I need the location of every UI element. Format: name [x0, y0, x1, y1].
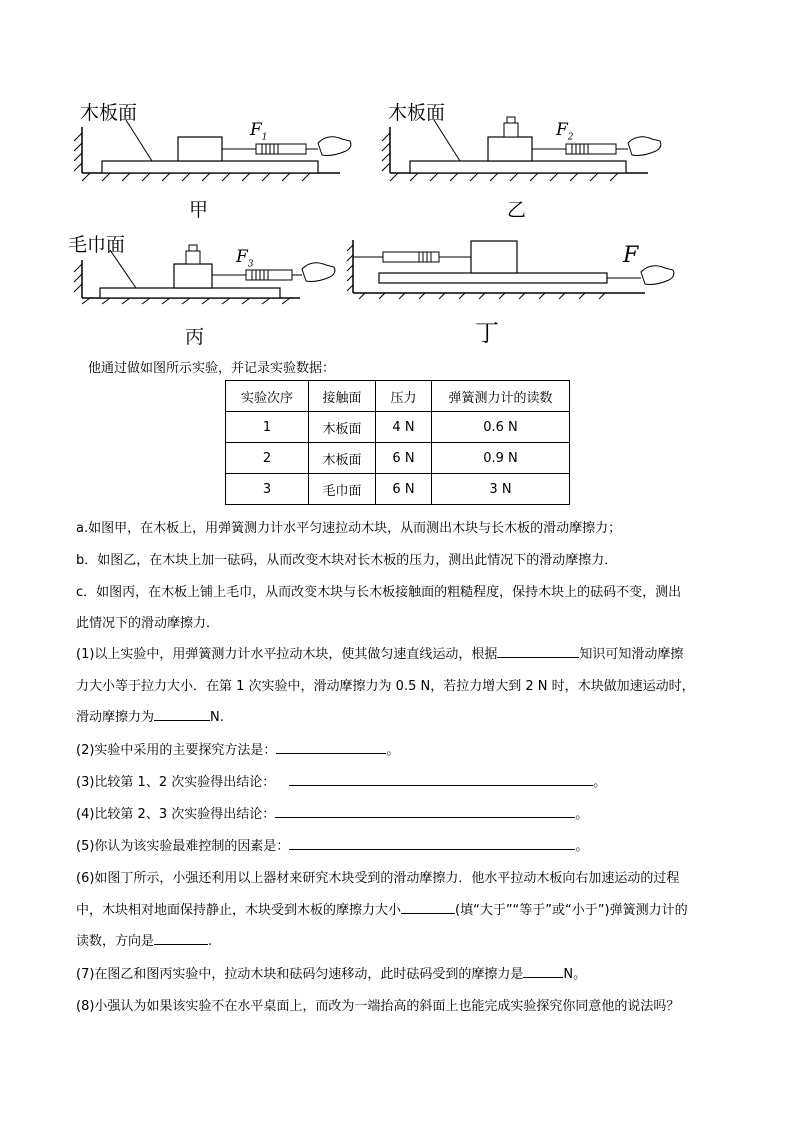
caption-yi: 乙 [507, 199, 527, 221]
surface-label-jia: 木板面 [80, 102, 138, 124]
answer-blank-1b[interactable] [154, 706, 210, 721]
force-label-f: F [623, 243, 639, 268]
question-3: (3)比较第 1、2 次实验得出结论： 。 [76, 770, 726, 795]
table-header: 接触面 [309, 381, 376, 412]
table-cell: 1 [226, 412, 309, 443]
table-cell: 0.9 N [432, 443, 570, 474]
data-table [225, 380, 570, 505]
figure-yi [378, 115, 668, 185]
force-label-f2: $F_2$ [556, 120, 574, 143]
table-cell: 3 [226, 474, 309, 505]
question-2: (2)实验中采用的主要探究方法是： 。 [76, 738, 726, 763]
table-cell: 木板面 [309, 443, 376, 474]
surface-label-bing: 毛巾面 [68, 234, 126, 256]
table-header: 压力 [376, 381, 432, 412]
question-1-line3: 滑动摩擦力为 N. [76, 705, 726, 730]
question-4: (4)比较第 2、3 次实验得出结论： 。 [76, 802, 726, 827]
step-a: a.如图甲，在木板上，用弹簧测力计水平匀速拉动木块，从而测出木块与长木板的滑动摩擦力； [76, 521, 622, 536]
table-header-row [226, 381, 570, 412]
intro-text: 他通过做如图所示实验，并记录实验数据： [88, 361, 336, 376]
table-cell: 3 N [432, 474, 570, 505]
question-6-line1: (6)如图丁所示，小强还利用以上器材来研究木块受到的滑动摩擦力．他水平拉动木板向右加速运动的过程 [76, 871, 680, 886]
figure-bing [70, 240, 340, 305]
answer-blank-6b[interactable] [154, 930, 208, 945]
answer-blank-6a[interactable] [401, 899, 455, 914]
question-5: (5)你认为该实验最难控制的因素是： 。 [76, 834, 726, 859]
force-label-f3: $F_3$ [236, 247, 254, 270]
answer-blank-2[interactable] [276, 739, 386, 754]
question-6-line3: 读数，方向是 . [76, 929, 726, 954]
question-1-line2: 力大小等于拉力大小．在第 1 次实验中，滑动摩擦力为 0.5 N，若拉力增大到 2 N 时，木块做加速运动时， [76, 679, 695, 694]
question-7: (7)在图乙和图丙实验中，拉动木块和砝码匀速移动，此时砝码受到的摩擦力是 N。 [76, 962, 726, 987]
question-1-line1: (1)以上实验中，用弹簧测力计水平拉动木块，使其做匀速直线运动，根据 知识可知滑动摩擦 [76, 642, 726, 667]
table-row [226, 412, 570, 443]
table-cell: 4 N [376, 412, 432, 443]
caption-bing: 丙 [185, 326, 205, 348]
table-header: 弹簧测力计的读数 [432, 381, 570, 412]
table-cell: 毛巾面 [309, 474, 376, 505]
table-cell: 6 N [376, 443, 432, 474]
table-row [226, 474, 570, 505]
question-8: (8)小强认为如果该实验不在水平桌面上，而改为一端抬高的斜面上也能完成实验探究你同意他的说法吗？ [76, 999, 680, 1014]
answer-blank-5[interactable] [289, 835, 575, 850]
answer-blank-1a[interactable] [497, 643, 579, 658]
step-b: b．如图乙，在木块上加一砝码，从而改变木块对长木板的压力，测出此情况下的滑动摩擦力． [76, 553, 618, 568]
force-label-f1: $F_1$ [250, 120, 268, 143]
table-row [226, 443, 570, 474]
surface-label-yi: 木板面 [388, 102, 446, 124]
question-6-line2: 中，木块相对地面保持静止，木块受到木板的摩擦力大小 (填“大于”“等于”或“小于”)弹簧测力计的 [76, 898, 726, 923]
table-cell: 2 [226, 443, 309, 474]
answer-blank-3[interactable] [289, 771, 593, 786]
answer-blank-7[interactable] [523, 963, 563, 978]
step-c-line2: 此情况下的滑动摩擦力． [76, 616, 220, 631]
table-cell: 0.6 N [432, 412, 570, 443]
caption-ding: 丁 [475, 319, 499, 347]
table-cell: 木板面 [309, 412, 376, 443]
step-c-line1: c．如图丙，在木板上铺上毛巾，从而改变木块与长木板接触面的粗糙程度，保持木块上的砝码不变，测出 [76, 585, 682, 600]
table-cell: 6 N [376, 474, 432, 505]
caption-jia: 甲 [189, 199, 209, 221]
figure-jia [70, 115, 360, 185]
answer-blank-4[interactable] [275, 803, 575, 818]
table-header: 实验次序 [226, 381, 309, 412]
